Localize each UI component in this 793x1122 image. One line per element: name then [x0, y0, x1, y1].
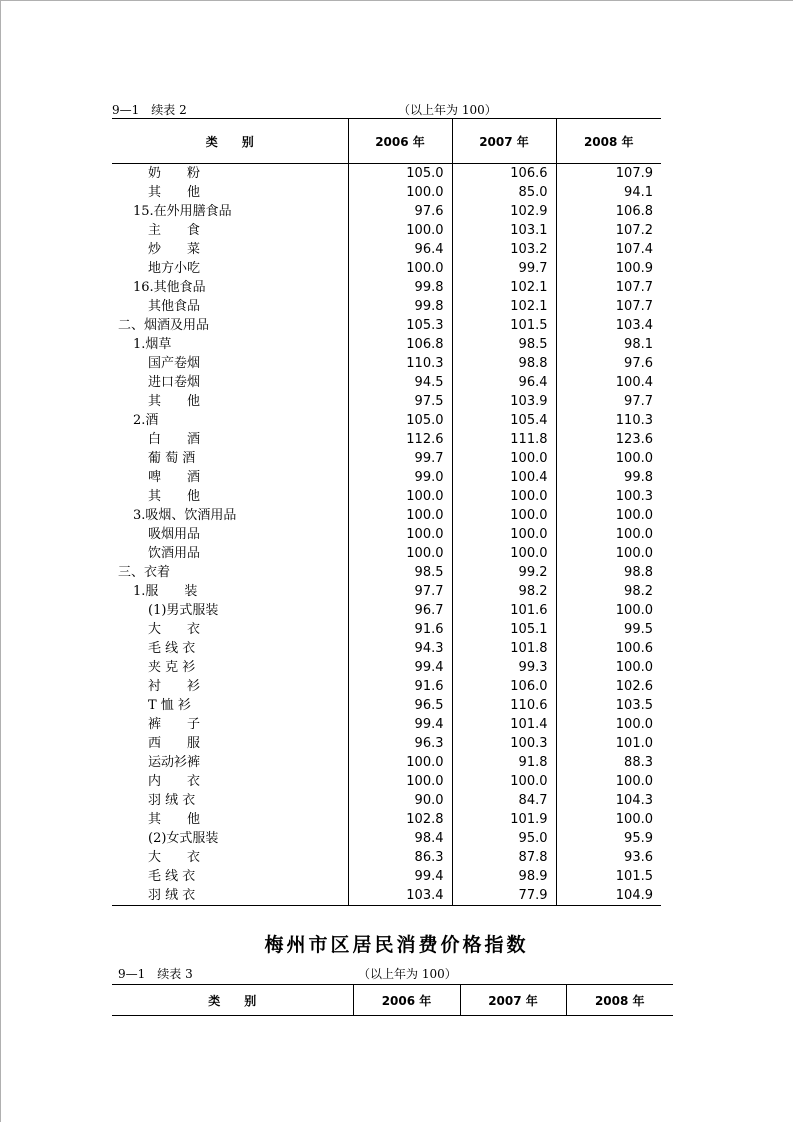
table-row: [112, 791, 661, 810]
category-cell: 运动衫裤: [148, 755, 201, 770]
value-2008-cell: 95.9: [556, 829, 661, 848]
value-2008-cell: 100.9: [556, 259, 661, 278]
category-cell: 羽 绒 衣: [112, 886, 348, 906]
header-2006: 2006 年: [353, 985, 460, 1016]
value-2006-cell: 112.6: [348, 430, 452, 449]
value-2006-cell: 97.6: [348, 202, 452, 221]
table-row: [112, 468, 661, 487]
table1-header-row: [112, 119, 661, 164]
value-2006-cell: 110.3: [348, 354, 452, 373]
category-cell: 白 酒: [148, 432, 201, 447]
value-2007-cell: 100.3: [452, 734, 556, 753]
value-2006-cell: 98.5: [348, 563, 452, 582]
table1-caption-left: 9—1 续表 2: [112, 103, 187, 117]
value-2006-cell: 96.5: [348, 696, 452, 715]
value-2008-cell: 110.3: [556, 411, 661, 430]
value-2008-cell: 100.0: [556, 544, 661, 563]
value-2007-cell: 99.7: [452, 259, 556, 278]
value-2007-cell: 100.4: [452, 468, 556, 487]
table-row: [112, 753, 661, 772]
category-cell: 啤 酒: [148, 470, 201, 485]
value-2008-cell: 100.6: [556, 639, 661, 658]
table-row: [112, 449, 661, 468]
table-row: [112, 886, 661, 906]
value-2007-cell: 101.6: [452, 601, 556, 620]
value-2006-cell: 99.4: [348, 867, 452, 886]
value-2007-cell: 106.6: [452, 164, 556, 184]
value-2007-cell: 84.7: [452, 791, 556, 810]
category-cell: 其 他: [148, 185, 201, 200]
value-2007-cell: 100.0: [452, 506, 556, 525]
table-row: [112, 848, 661, 867]
value-2007-cell: 106.0: [452, 677, 556, 696]
value-2006-cell: 97.7: [348, 582, 452, 601]
category-cell: 饮酒用品: [148, 546, 201, 561]
value-2007-cell: 98.2: [452, 582, 556, 601]
value-2008-cell: 100.0: [556, 449, 661, 468]
value-2008-cell: 104.3: [556, 791, 661, 810]
value-2007-cell: 100.0: [452, 544, 556, 563]
value-2006-cell: 91.6: [348, 620, 452, 639]
category-cell: 毛 线 衣: [148, 869, 196, 884]
table-row: [112, 316, 661, 335]
header-2008: 2008 年: [556, 119, 661, 164]
value-2006-cell: 99.0: [348, 468, 452, 487]
category-cell: 炒 菜: [148, 242, 201, 257]
value-2008-cell: 107.7: [556, 297, 661, 316]
value-2008-cell: 100.0: [556, 601, 661, 620]
table2-header-row: [112, 985, 673, 1016]
category-cell: 三、衣着: [118, 565, 171, 580]
value-2008-cell: 97.7: [556, 392, 661, 411]
category-cell: 主 食: [148, 223, 201, 238]
category-cell: 进口卷烟: [148, 375, 201, 390]
category-cell: 国产卷烟: [148, 356, 201, 371]
table-row: [112, 259, 661, 278]
table-row: [112, 677, 661, 696]
value-2007-cell: 98.9: [452, 867, 556, 886]
table-row: [112, 240, 661, 259]
category-cell: 奶 粉: [148, 166, 201, 181]
value-2006-cell: 97.5: [348, 392, 452, 411]
category-cell: 3.吸烟、饮酒用品: [133, 508, 237, 523]
table-row: [112, 278, 661, 297]
value-2006-cell: 91.6: [348, 677, 452, 696]
value-2007-cell: 95.0: [452, 829, 556, 848]
value-2006-cell: 96.4: [348, 240, 452, 259]
value-2008-cell: 103.5: [556, 696, 661, 715]
value-2006-cell: 96.7: [348, 601, 452, 620]
value-2007-cell: 103.2: [452, 240, 556, 259]
value-2008-cell: 98.1: [556, 335, 661, 354]
value-2006-cell: 100.0: [348, 753, 452, 772]
value-2006-cell: 99.8: [348, 297, 452, 316]
table-row: [112, 829, 661, 848]
value-2007-cell: 99.2: [452, 563, 556, 582]
table-row: [112, 772, 661, 791]
table-row: [112, 582, 661, 601]
value-2007-cell: 101.5: [452, 316, 556, 335]
category-cell: 16.其他食品: [133, 280, 206, 295]
table-row: [112, 544, 661, 563]
table2-caption-right: （以上年为 100）: [358, 967, 457, 981]
category-cell: (2)女式服装: [148, 831, 219, 846]
category-cell: 葡 萄 酒: [148, 451, 196, 466]
header-2008: 2008 年: [566, 985, 673, 1016]
value-2006-cell: 102.8: [348, 810, 452, 829]
value-2007-cell: 105.1: [452, 620, 556, 639]
table-row: [112, 487, 661, 506]
category-cell: T 恤 衫: [148, 698, 191, 713]
value-2008-cell: 94.1: [556, 183, 661, 202]
value-2006-cell: 94.5: [348, 373, 452, 392]
category-cell: 1.烟草: [133, 337, 172, 352]
table-row: [112, 734, 661, 753]
table-row: [112, 183, 661, 202]
value-2008-cell: 100.0: [556, 715, 661, 734]
category-cell: 其 他: [148, 812, 201, 827]
value-2008-cell: 88.3: [556, 753, 661, 772]
value-2008-cell: 107.4: [556, 240, 661, 259]
value-2008-cell: 100.0: [556, 772, 661, 791]
value-2008-cell: 98.8: [556, 563, 661, 582]
value-2007-cell: 103.9: [452, 392, 556, 411]
table-row: [112, 525, 661, 544]
value-2006-cell: 98.4: [348, 829, 452, 848]
value-2007-cell: 100.0: [452, 449, 556, 468]
header-2007: 2007 年: [460, 985, 566, 1016]
value-2008-cell: 101.5: [556, 867, 661, 886]
value-2007-cell: 96.4: [452, 373, 556, 392]
table-row: [112, 620, 661, 639]
section-title: 梅州市区居民消费价格指数: [264, 934, 529, 956]
value-2008-cell: 100.0: [556, 506, 661, 525]
value-2006-cell: 100.0: [348, 183, 452, 202]
table-row: [112, 202, 661, 221]
category-cell: 内 衣: [148, 774, 201, 789]
table-row: [112, 601, 661, 620]
category-cell: 西 服: [148, 736, 201, 751]
category-cell: 15.在外用膳食品: [133, 204, 232, 219]
value-2007-cell: 105.4: [452, 411, 556, 430]
value-2007-cell: 98.5: [452, 335, 556, 354]
value-2008-cell: 107.2: [556, 221, 661, 240]
value-2008-cell: 106.8: [556, 202, 661, 221]
header-category: 类 别: [112, 985, 353, 1016]
header-2006: 2006 年: [348, 119, 452, 164]
table1-caption-right: （以上年为 100）: [398, 103, 497, 117]
value-2008-cell: 103.4: [556, 316, 661, 335]
category-cell: 地方小吃: [148, 261, 201, 276]
value-2006-cell: 99.4: [348, 658, 452, 677]
value-2007-cell: 100.0: [452, 487, 556, 506]
category-cell: 大 衣: [148, 850, 201, 865]
value-2007-cell: 98.8: [452, 354, 556, 373]
table-row: [112, 696, 661, 715]
value-2006-cell: 99.7: [348, 449, 452, 468]
category-cell: 二、烟酒及用品: [118, 318, 210, 333]
category-cell: 大 衣: [148, 622, 201, 637]
value-2008-cell: 104.9: [556, 886, 661, 906]
value-2006-cell: 100.0: [348, 506, 452, 525]
value-2006-cell: 106.8: [348, 335, 452, 354]
value-2007-cell: 102.9: [452, 202, 556, 221]
category-cell: 羽 绒 衣: [148, 793, 196, 808]
value-2006-cell: 100.0: [348, 544, 452, 563]
price-index-table-continued-3: [112, 984, 673, 1016]
value-2008-cell: 107.7: [556, 278, 661, 297]
table-row: [112, 658, 661, 677]
value-2008-cell: 123.6: [556, 430, 661, 449]
value-2006-cell: 105.3: [348, 316, 452, 335]
value-2007-cell: 101.9: [452, 810, 556, 829]
value-2008-cell: 98.2: [556, 582, 661, 601]
table-row: [112, 335, 661, 354]
category-cell: 1.服 装: [133, 584, 198, 599]
value-2008-cell: 99.5: [556, 620, 661, 639]
category-cell: 夹 克 衫: [148, 660, 196, 675]
table1-body: [112, 164, 661, 906]
table-row: [112, 867, 661, 886]
table-row: [112, 392, 661, 411]
table-row: [112, 411, 661, 430]
value-2006-cell: 100.0: [348, 221, 452, 240]
table-row: [112, 354, 661, 373]
value-2007-cell: 101.4: [452, 715, 556, 734]
value-2006-cell: 105.0: [348, 164, 452, 184]
table-row: [112, 639, 661, 658]
table-row: [112, 297, 661, 316]
value-2008-cell: 100.4: [556, 373, 661, 392]
value-2007-cell: 101.8: [452, 639, 556, 658]
value-2006-cell: 105.0: [348, 411, 452, 430]
value-2007-cell: 77.9: [452, 886, 556, 906]
value-2006-cell: 99.8: [348, 278, 452, 297]
header-2007: 2007 年: [452, 119, 556, 164]
value-2006-cell: 100.0: [348, 259, 452, 278]
value-2007-cell: 110.6: [452, 696, 556, 715]
value-2007-cell: 102.1: [452, 297, 556, 316]
table-row: [112, 563, 661, 582]
value-2006-cell: 94.3: [348, 639, 452, 658]
value-2006-cell: 103.4: [348, 886, 452, 906]
value-2007-cell: 85.0: [452, 183, 556, 202]
category-cell: 吸烟用品: [148, 527, 201, 542]
value-2006-cell: 100.0: [348, 772, 452, 791]
value-2008-cell: 100.0: [556, 810, 661, 829]
category-cell: 其 他: [148, 394, 201, 409]
table2-caption-left: 9—1 续表 3: [118, 967, 193, 981]
value-2006-cell: 96.3: [348, 734, 452, 753]
value-2008-cell: 101.0: [556, 734, 661, 753]
value-2006-cell: 86.3: [348, 848, 452, 867]
category-cell: 2.酒: [133, 413, 159, 428]
category-cell: 衬 衫: [148, 679, 201, 694]
table-row: [112, 430, 661, 449]
table-row: [112, 221, 661, 240]
category-cell: 其 他: [148, 489, 201, 504]
table-row: [112, 373, 661, 392]
value-2006-cell: 99.4: [348, 715, 452, 734]
header-category: 类 别: [112, 119, 348, 164]
value-2008-cell: 107.9: [556, 164, 661, 184]
value-2007-cell: 102.1: [452, 278, 556, 297]
table-row: [112, 810, 661, 829]
table-row: [112, 715, 661, 734]
table-row: [112, 506, 661, 525]
value-2007-cell: 103.1: [452, 221, 556, 240]
value-2006-cell: 100.0: [348, 525, 452, 544]
value-2007-cell: 91.8: [452, 753, 556, 772]
value-2007-cell: 100.0: [452, 525, 556, 544]
value-2008-cell: 97.6: [556, 354, 661, 373]
table-row: [112, 164, 661, 184]
category-cell: 其他食品: [148, 299, 201, 314]
value-2008-cell: 93.6: [556, 848, 661, 867]
value-2007-cell: 87.8: [452, 848, 556, 867]
value-2008-cell: 102.6: [556, 677, 661, 696]
value-2006-cell: 90.0: [348, 791, 452, 810]
value-2008-cell: 100.0: [556, 525, 661, 544]
value-2006-cell: 100.0: [348, 487, 452, 506]
value-2007-cell: 99.3: [452, 658, 556, 677]
value-2007-cell: 111.8: [452, 430, 556, 449]
price-index-table-continued-2: [112, 118, 661, 906]
category-cell: 毛 线 衣: [148, 641, 196, 656]
category-cell: 裤 子: [148, 717, 201, 732]
value-2008-cell: 99.8: [556, 468, 661, 487]
page-edge-top: [0, 0, 793, 1]
category-cell: (1)男式服装: [148, 603, 219, 618]
value-2008-cell: 100.0: [556, 658, 661, 677]
value-2007-cell: 100.0: [452, 772, 556, 791]
value-2008-cell: 100.3: [556, 487, 661, 506]
